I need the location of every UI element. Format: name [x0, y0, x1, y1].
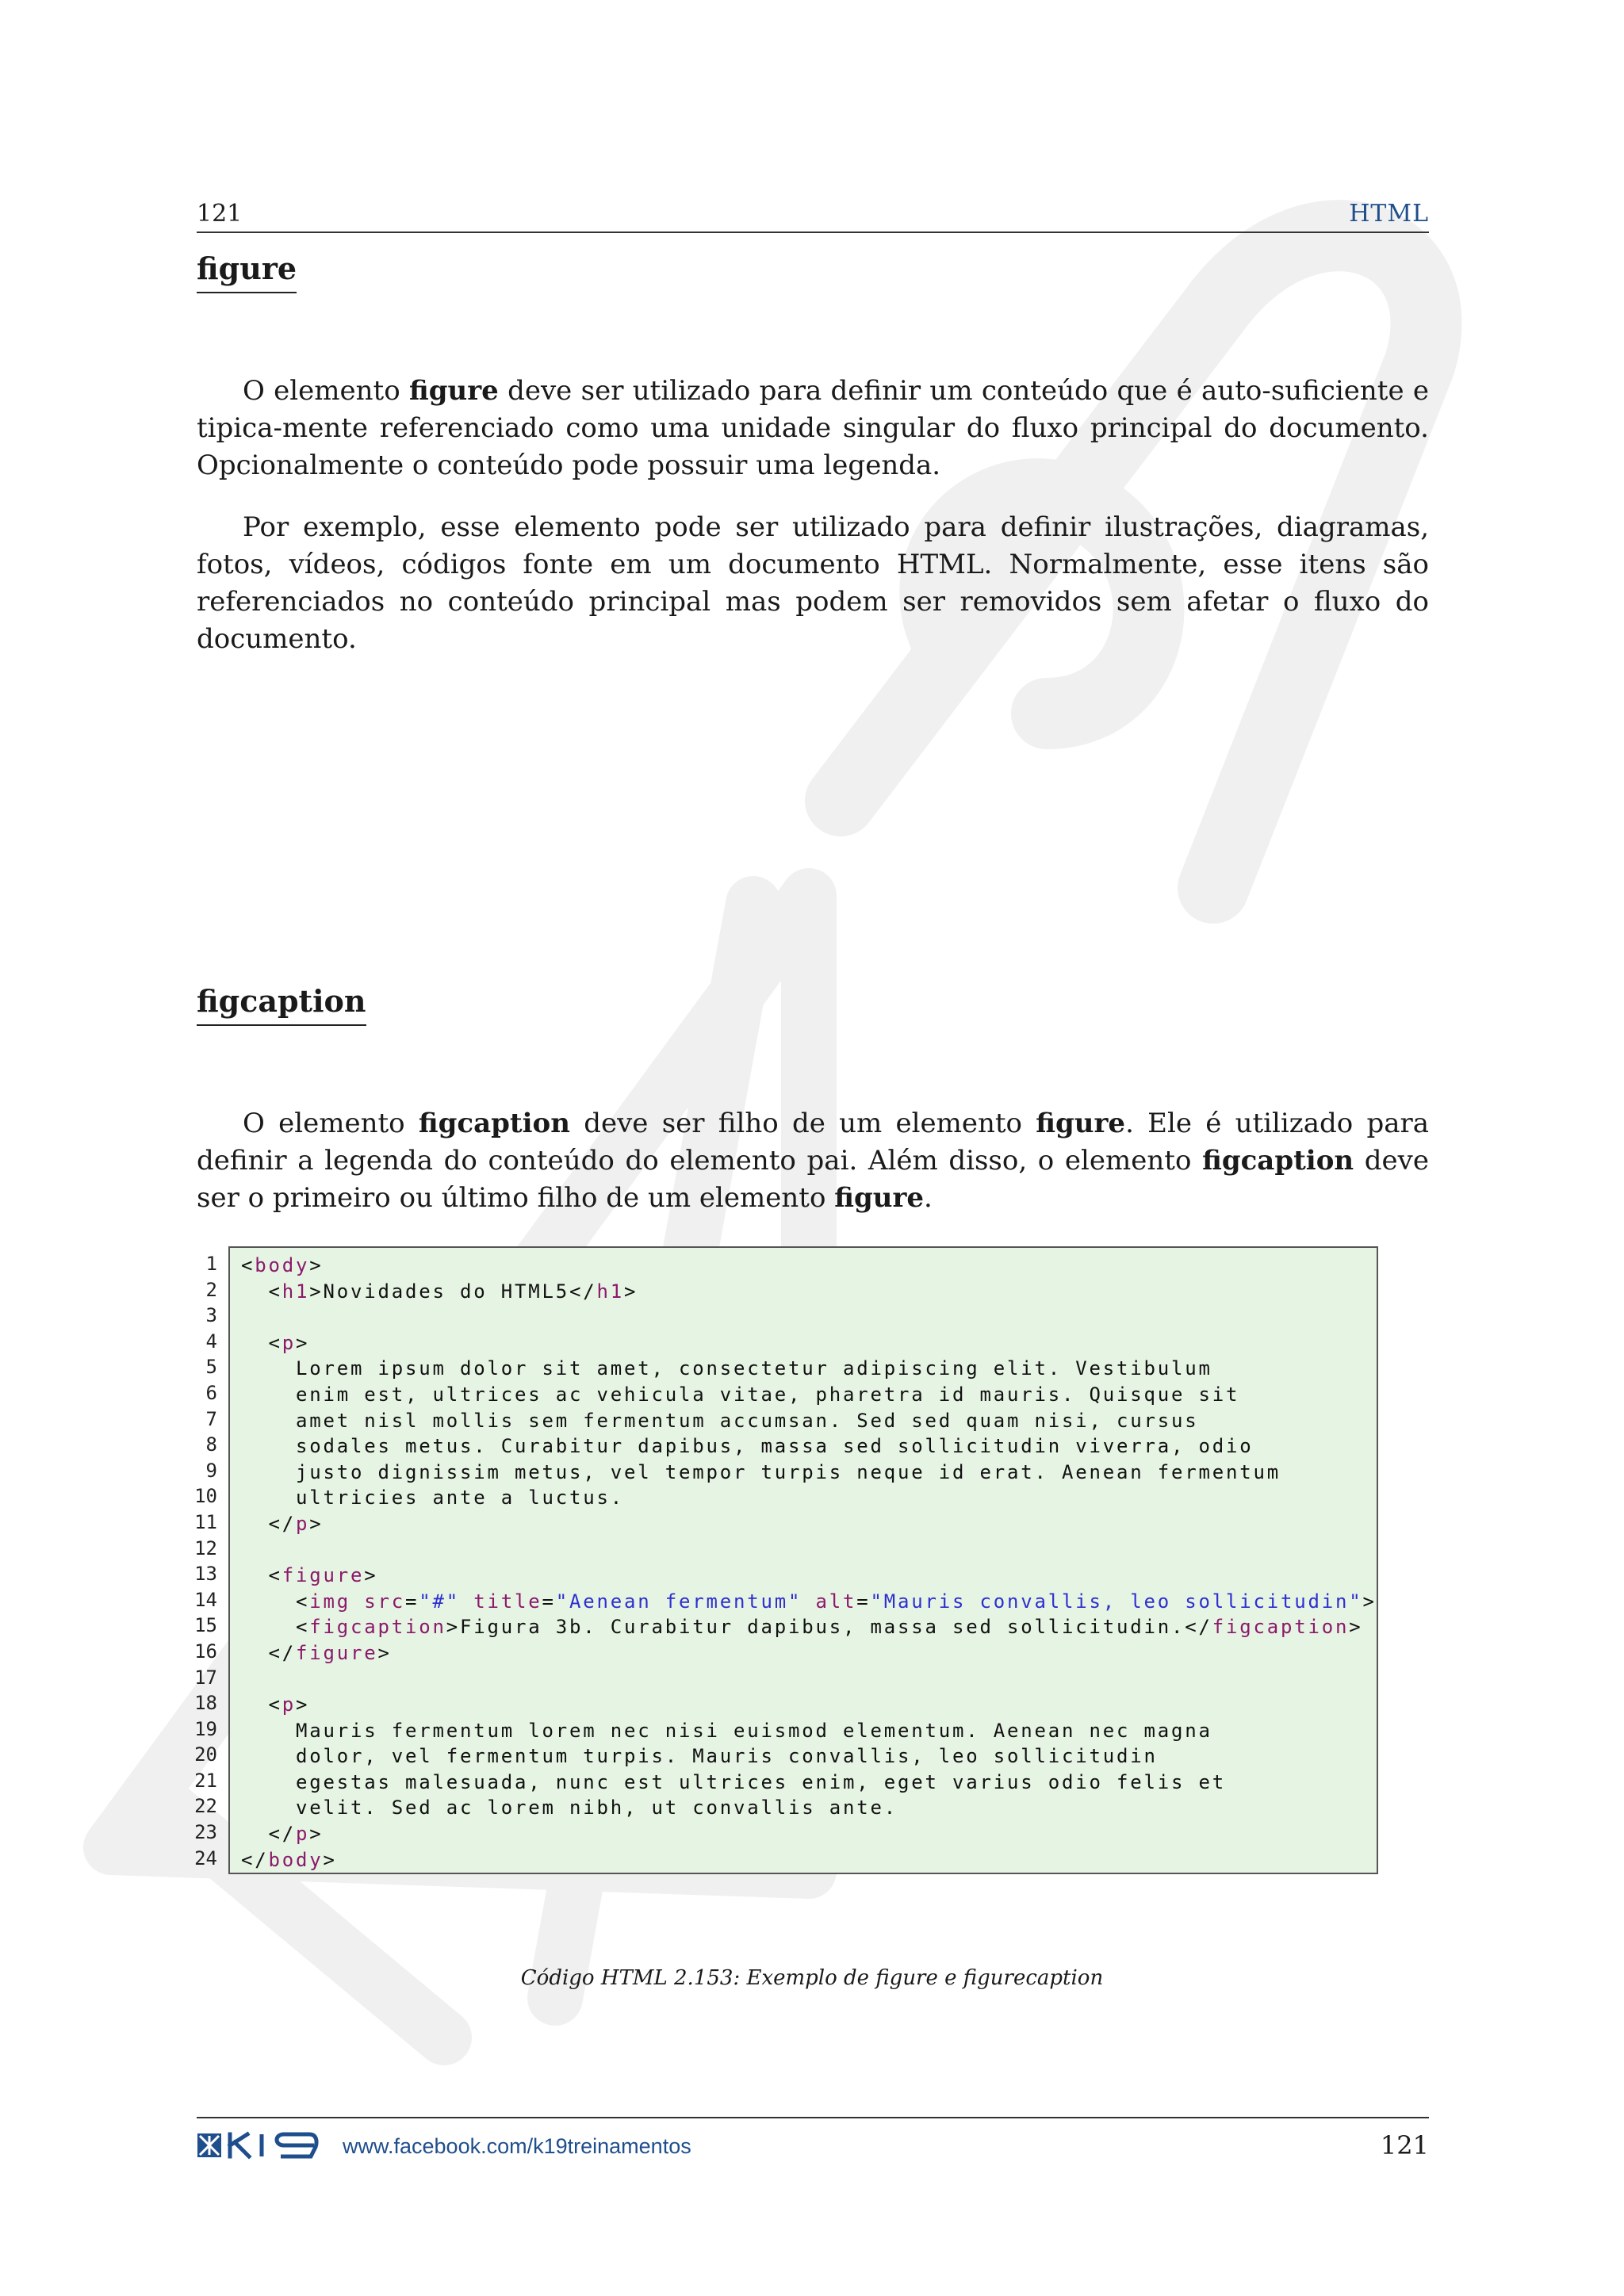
- line-number: 8: [205, 1433, 217, 1456]
- bold-term: figcaption: [418, 1108, 570, 1139]
- code-line: [241, 1821, 1377, 1847]
- code-text-run: enim est, ultrices ac vehicula vitae, pharetra id mauris. Quisque sit: [241, 1383, 1240, 1406]
- section-title-figure: figure: [197, 251, 297, 293]
- k19-logo: [197, 2131, 322, 2160]
- code-text-run: <: [241, 1280, 282, 1303]
- code-text-run: </: [241, 1512, 296, 1535]
- line-number: 18: [194, 1692, 217, 1715]
- code-line: [241, 1718, 1377, 1744]
- text-run: .: [924, 1182, 933, 1214]
- code-line: [241, 1279, 1377, 1305]
- code-text-run: egestas malesuada, nunc est ultrices enim, eget varius odio felis et: [241, 1770, 1226, 1793]
- code-line: [241, 1667, 1377, 1693]
- code-text-run: <: [241, 1616, 310, 1639]
- footer-rule: [197, 2117, 1429, 2118]
- code-line: [241, 1382, 1377, 1408]
- paragraph-figcaption-definition: [197, 1105, 1429, 1217]
- code-line: [241, 1537, 1377, 1563]
- line-number: 9: [205, 1459, 217, 1482]
- code-text-run: =: [405, 1590, 419, 1613]
- text-run: deve ser o primeiro ou último filho de um elemento: [197, 1145, 1429, 1214]
- code-line: [241, 1460, 1377, 1486]
- header-chapter-title: HTML: [1349, 200, 1429, 228]
- bold-term: figcaption: [1202, 1145, 1354, 1177]
- code-text-run: Mauris fermentum lorem nec nisi euismod elementum. Aenean nec magna: [241, 1719, 1212, 1742]
- code-text-run: >: [1362, 1590, 1377, 1613]
- code-line: [241, 1485, 1377, 1511]
- line-number: 11: [194, 1510, 217, 1533]
- code-text-run: sodales metus. Curabitur dapibus, massa sed sollicitudin viverra, odio: [241, 1435, 1254, 1458]
- code-text-run: >: [296, 1693, 310, 1716]
- code-tag-name: h1: [596, 1280, 624, 1303]
- line-number: 21: [194, 1769, 217, 1792]
- code-text-run: >: [309, 1512, 324, 1535]
- code-string: "#": [419, 1590, 460, 1613]
- code-attribute: src: [364, 1590, 405, 1613]
- code-text-run: [350, 1590, 364, 1613]
- code-tag-name: p: [296, 1512, 310, 1535]
- line-number: 16: [194, 1640, 217, 1663]
- code-line: [241, 1433, 1377, 1460]
- line-number: 15: [194, 1614, 217, 1637]
- line-number: 14: [194, 1588, 217, 1611]
- footer-facebook-link[interactable]: www.facebook.com/k19treinamentos: [343, 2134, 691, 2158]
- code-tag-name: p: [282, 1331, 296, 1354]
- code-text-run: ultricies ante a luctus.: [241, 1487, 624, 1510]
- footer-page-number: 121: [1380, 2130, 1429, 2160]
- code-text-run: <: [241, 1331, 282, 1354]
- code-line: [241, 1304, 1377, 1330]
- line-number: 3: [205, 1304, 217, 1327]
- code-tag-name: body: [255, 1254, 310, 1276]
- code-line: [241, 1253, 1377, 1279]
- code-attribute: alt: [815, 1590, 857, 1613]
- code-line: [241, 1408, 1377, 1434]
- running-header: [197, 197, 1429, 233]
- code-text-run: velit. Sed ac lorem nibh, ut convallis ante.: [241, 1797, 898, 1820]
- line-number: 2: [205, 1278, 217, 1301]
- code-text-run: dolor, vel fermentum turpis. Mauris convallis, leo sollicitudin: [241, 1745, 1158, 1768]
- header-page-number: 121: [197, 200, 243, 228]
- code-line: [241, 1356, 1377, 1382]
- code-tag-name: p: [282, 1693, 296, 1716]
- code-text-run: >: [296, 1331, 310, 1354]
- bold-term: figure: [1036, 1108, 1126, 1139]
- line-number: 17: [194, 1666, 217, 1689]
- code-attribute: title: [473, 1590, 542, 1613]
- line-number: 22: [194, 1795, 217, 1818]
- code-tag-name: body: [268, 1848, 324, 1871]
- paragraph-figure-definition: [197, 373, 1429, 484]
- code-text-run: <: [241, 1590, 310, 1613]
- code-tag-name: figure: [296, 1641, 378, 1664]
- code-text-run: =: [856, 1590, 871, 1613]
- code-text-run: >: [309, 1254, 324, 1276]
- code-line: [241, 1511, 1377, 1537]
- code-tag-name: h1: [282, 1280, 310, 1303]
- line-number: 4: [205, 1330, 217, 1353]
- code-caption: Código HTML 2.153: Exemplo de figure e figurecaption: [520, 1966, 1104, 1990]
- section-title-figcaption: figcaption: [197, 983, 366, 1026]
- code-text-run: justo dignissim metus, vel tempor turpis neque id erat. Aenean fermentum: [241, 1460, 1281, 1483]
- code-line: [241, 1589, 1377, 1615]
- code-text-run: >: [309, 1823, 324, 1846]
- code-text-run: <: [241, 1564, 282, 1587]
- code-line: [241, 1743, 1377, 1770]
- code-tag-name: figure: [282, 1564, 365, 1587]
- line-number: 6: [205, 1381, 217, 1404]
- line-number: 13: [194, 1563, 217, 1586]
- code-tag-name: figcaption: [1212, 1616, 1350, 1639]
- code-tag-name: img: [309, 1590, 350, 1613]
- text-run: O elemento: [243, 1108, 419, 1139]
- code-line: [241, 1330, 1377, 1357]
- code-text-run: >: [623, 1280, 638, 1303]
- code-string: "Mauris convallis, leo sollicitudin": [870, 1590, 1363, 1613]
- code-text-run: =: [542, 1590, 556, 1613]
- code-text-run: </: [241, 1641, 296, 1664]
- code-box: [228, 1246, 1378, 1874]
- text-run: Por exemplo, esse elemento pode ser utilizado para definir ilustrações, diagramas, fotos, vídeos, códigos fonte em um documento HTML. Normalmente, esse itens são referenciados no conteúdo principal mas podem ser removidos sem afetar o fluxo do documento.: [197, 511, 1429, 655]
- line-number: 19: [194, 1717, 217, 1740]
- code-line: [241, 1563, 1377, 1589]
- line-numbers: [168, 1251, 217, 1871]
- code-line: [241, 1640, 1377, 1667]
- text-run: . Ele é utilizado para definir a legenda do conteúdo do elemento pai. Além disso, o elemento: [197, 1108, 1430, 1177]
- line-number: 20: [194, 1743, 217, 1766]
- code-listing: [168, 1246, 1380, 1876]
- code-line: [241, 1770, 1377, 1796]
- code-string: "Aenean fermentum": [555, 1590, 802, 1613]
- code-text-run: Lorem ipsum dolor sit amet, consectetur adipiscing elit. Vestibulum: [241, 1357, 1212, 1380]
- code-text-run: >: [1349, 1616, 1363, 1639]
- code-line: [241, 1795, 1377, 1821]
- code-line: [241, 1847, 1377, 1873]
- text-run: O elemento: [243, 375, 410, 407]
- bold-term: figure: [409, 375, 499, 407]
- line-number: 24: [194, 1846, 217, 1869]
- code-text: [241, 1253, 1377, 1873]
- code-tag-name: figcaption: [309, 1616, 446, 1639]
- bold-term: figure: [834, 1182, 925, 1214]
- line-number: 7: [205, 1407, 217, 1430]
- line-number: 10: [194, 1485, 217, 1508]
- code-text-run: [802, 1590, 815, 1613]
- code-text-run: </: [241, 1823, 296, 1846]
- line-number: 5: [205, 1356, 217, 1379]
- code-text-run: >Figura 3b. Curabitur dapibus, massa sed sollicitudin.</: [446, 1616, 1212, 1639]
- line-number: 1: [205, 1253, 217, 1275]
- code-text-run: <: [241, 1693, 282, 1716]
- code-text-run: >: [323, 1848, 337, 1871]
- line-number: 12: [194, 1536, 217, 1559]
- text-run: deve ser filho de um elemento: [569, 1108, 1036, 1139]
- text-run: deve ser utilizado para definir um conteúdo que é auto-suficiente e tipica-mente referenciado como uma unidade singular do fluxo principal do documento. Opcionalmente o conteúdo pode possuir uma legenda.: [197, 375, 1430, 481]
- line-number: 23: [194, 1821, 217, 1844]
- code-text-run: amet nisl mollis sem fermentum accumsan. Sed sed quam nisi, cursus: [241, 1409, 1199, 1432]
- code-text-run: >: [377, 1641, 392, 1664]
- code-text-run: <: [241, 1254, 255, 1276]
- code-text-run: >Novidades do HTML5</: [309, 1280, 597, 1303]
- code-line: [241, 1614, 1377, 1640]
- code-line: [241, 1692, 1377, 1718]
- code-text-run: </: [241, 1848, 269, 1871]
- code-text-run: [460, 1590, 473, 1613]
- code-text-run: >: [364, 1564, 378, 1587]
- code-tag-name: p: [296, 1823, 310, 1846]
- paragraph-figure-example: [197, 509, 1429, 658]
